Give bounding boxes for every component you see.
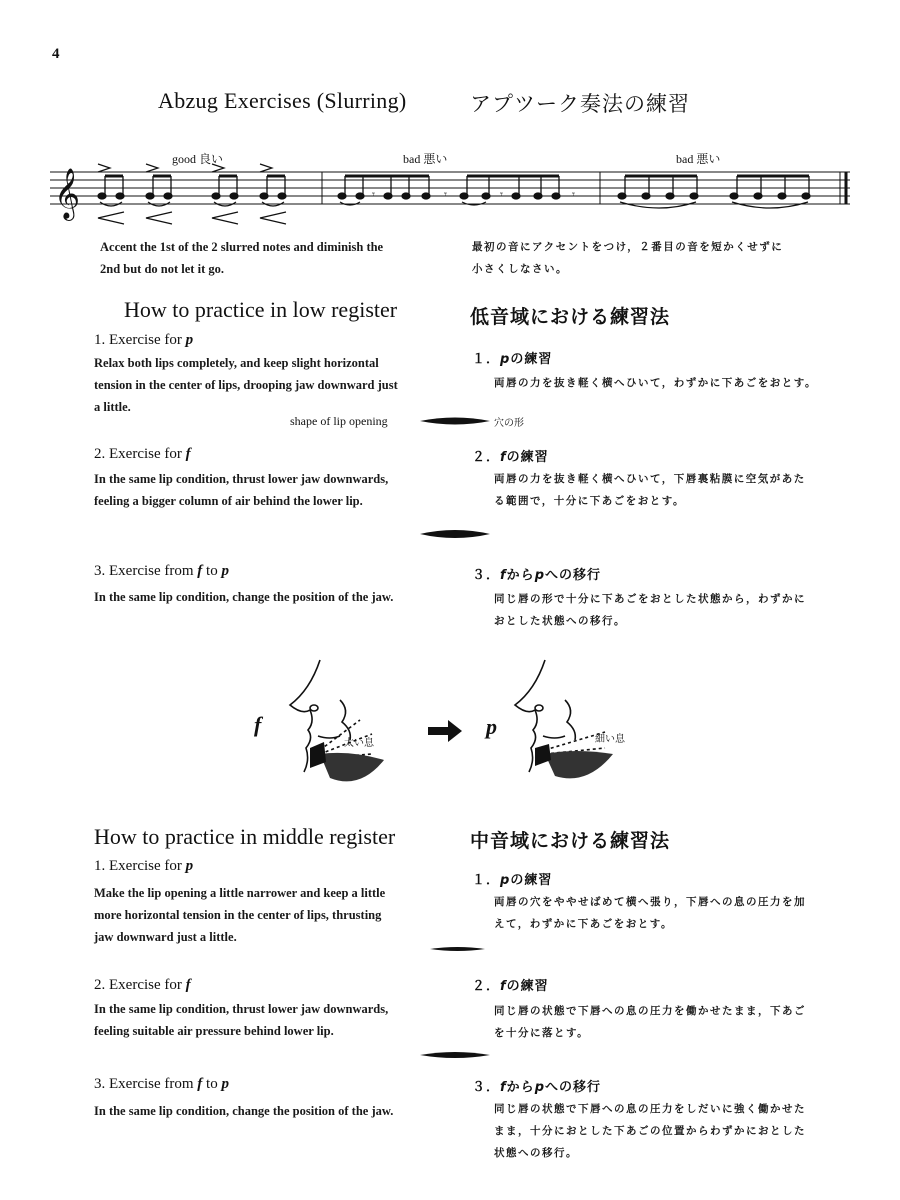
lip-opening-icon — [420, 416, 490, 426]
low-ex1-title-jp: １．pの練習 — [472, 352, 553, 367]
svg-text:𝄾: 𝄾 — [372, 188, 375, 201]
low-register-heading-en: How to practice in low register — [124, 297, 398, 322]
page-title-jp: アプツーク奏法の練習 — [470, 92, 690, 116]
lip-shape-caption-jp: 穴の形 — [494, 418, 524, 429]
middle-ex2-title: 2. Exercise for f — [94, 977, 191, 993]
low-ex2-title-jp: ２．fの練習 — [472, 450, 549, 465]
low-ex2-text-jp: 両唇の力を抜き軽く横へひいて，下唇裏粘膜に空気があた る範囲で，十分に下あごをおとす。 — [494, 473, 806, 507]
low-ex2-text-en: In the same lip condition, thrust lower jaw downwards, feeling a bigger column of air behind the lower lip. — [94, 472, 389, 508]
middle-ex2-text-en: In the same lip condition, thrust lower jaw downwards, feeling suitable air pressure behind lower lip. — [94, 1002, 389, 1038]
low-register-heading-jp: 低音域における練習法 — [470, 306, 671, 328]
low-ex3-text-jp: 同じ唇の形で十分に下あごをおとした状態から，わずかに おとした状態への移行。 — [494, 593, 806, 627]
music-label-good: good 良い — [172, 152, 224, 166]
music-label-bad-1: bad 悪い — [403, 152, 448, 166]
abzug-instructions-jp: 最初の音にアクセントをつけ，２番目の音を短かくせずに 小さくしなさい。 — [472, 241, 784, 275]
lip-profile-f-illustration — [280, 650, 400, 800]
middle-ex1-title: 1. Exercise for p — [94, 858, 194, 874]
lip-profile-p-illustration — [505, 650, 625, 800]
middle-ex3-text-jp: 同じ唇の状態で下唇への息の圧力をしだいに強く働かせた まま，十分におとした下あごの位置からわずかにおとした 状態への移行。 — [494, 1103, 806, 1159]
lip-opening-large-icon — [420, 529, 490, 539]
page-number: 4 — [52, 46, 60, 62]
lip-shape-caption-en: shape of lip opening — [290, 414, 388, 428]
middle-ex1-text-jp: 両唇の穴をややせばめて横へ張り，下唇への息の圧力を加 えて，わずかに下あごをおとす。 — [494, 896, 806, 930]
thin-breath-label: 細い息 — [595, 734, 625, 745]
illustration-p-label: p — [486, 714, 497, 739]
illustration-f-label: f — [254, 712, 262, 737]
page-title-en: Abzug Exercises (Slurring) — [158, 88, 407, 113]
svg-text:𝄾: 𝄾 — [500, 188, 503, 201]
middle-register-heading-jp: 中音域における練習法 — [470, 830, 671, 852]
lip-opening-medium-icon — [420, 1050, 490, 1060]
music-staff — [50, 150, 850, 230]
treble-clef-icon: 𝄞 — [54, 168, 81, 219]
low-ex3-title-jp: ３．fからpへの移行 — [472, 568, 602, 583]
low-ex1-title: 1. Exercise for p — [94, 332, 194, 348]
thick-breath-label: 太い息 — [344, 738, 374, 749]
middle-ex2-text-jp: 同じ唇の状態で下唇への息の圧力を働かせたまま，下あご を十分に落とす。 — [494, 1005, 806, 1039]
svg-text:𝄾: 𝄾 — [444, 188, 447, 201]
abzug-instructions-en: Accent the 1st of the 2 slurred notes and diminish the 2nd but do not let it go. — [100, 240, 384, 276]
middle-ex1-text-en: Make the lip opening a little narrower and keep a little more horizontal tension in the center of lips, thrusting jaw downward just a little. — [94, 886, 386, 944]
arrow-right-icon — [428, 720, 462, 742]
music-label-bad-2: bad 悪い — [676, 152, 721, 166]
low-ex3-text-en: In the same lip condition, change the position of the jaw. — [94, 590, 394, 604]
low-ex3-title: 3. Exercise from f to p — [94, 563, 229, 579]
svg-text:𝄾: 𝄾 — [572, 188, 575, 201]
middle-ex1-title-jp: １．pの練習 — [472, 873, 553, 888]
low-ex1-text-en: Relax both lips completely, and keep slight horizontal tension in the center of lips, drooping jaw downward just a little. — [94, 356, 398, 414]
low-ex1-text-jp: 両唇の力を抜き軽く横へひいて，わずかに下あごをおとす。 — [494, 377, 817, 389]
lip-opening-narrow-icon — [430, 944, 485, 954]
middle-ex3-text-en: In the same lip condition, change the position of the jaw. — [94, 1104, 394, 1118]
middle-ex2-title-jp: ２．fの練習 — [472, 979, 549, 994]
middle-register-heading-en: How to practice in middle register — [94, 824, 396, 849]
middle-ex3-title: 3. Exercise from f to p — [94, 1076, 229, 1092]
low-ex2-title: 2. Exercise for f — [94, 446, 191, 462]
middle-ex3-title-jp: ３．fからpへの移行 — [472, 1080, 602, 1095]
